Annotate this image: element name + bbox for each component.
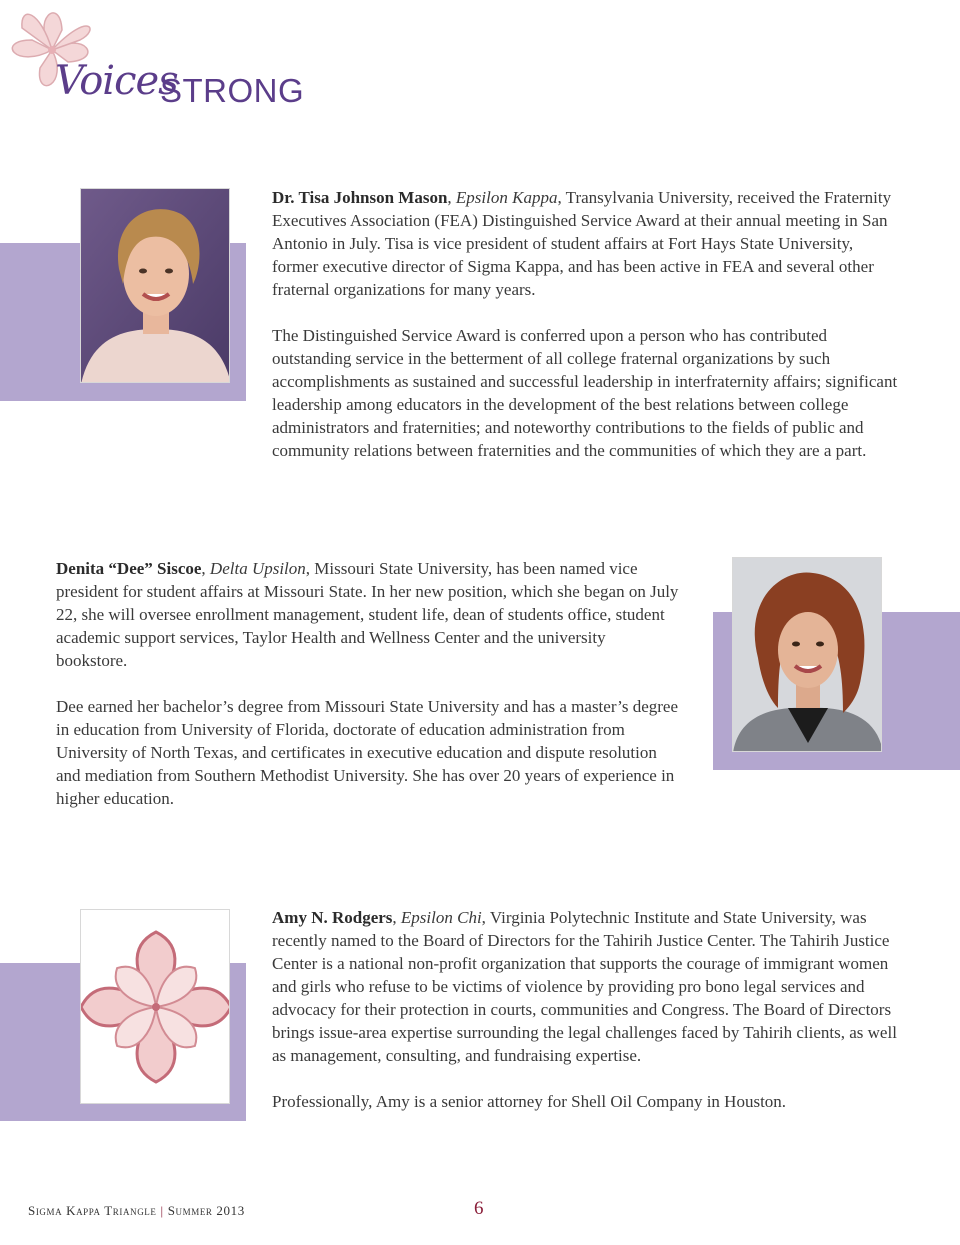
footer-separator: | — [160, 1203, 164, 1218]
article-rodgers-paragraph-1: Amy N. Rodgers, Epsilon Chi, Virginia Polytechnic Institute and State University, was recently named to the Board of Directors for the Tahirih Justice Center. The Tahirih Justice Center is a national non-profit organization that supports the courage of immigrant women and girls who refuse to be victims of violence by providing pro bono legal services and advocacy for their protection in courts, communities and Congress. The Board of Directors brings issue-area expertise surrounding the legal challenges faced by Tahirih clients, as well as management, consulting, and fundraising expertise. — [272, 908, 897, 1065]
chapter-name: Epsilon Chi — [400, 908, 482, 927]
footer-publication — [28, 1203, 245, 1219]
article-siscoe-paragraph-2: Dee earned her bachelor’s degree from Missouri State University and has a master’s degree in education from University of Florida, doctorate of education administration from University of North Texas, and certificates in executive education and dispute resolution and mediation from Southern Methodist University. She has over 20 years of experience in higher education. — [56, 697, 679, 808]
portrait-photo — [80, 188, 230, 383]
article-siscoe-paragraph-1: Denita “Dee” Siscoe, Delta Upsilon, Missouri State University, has been named vice president for student affairs at Missouri State. In her new position, which she began on July 22, she will oversee enrollment management, student life, dean of students office, student academic support services, Taylor Health and Wellness Center and the university bookstore. — [56, 559, 679, 670]
title-strong: STRONG — [160, 72, 305, 109]
article-mason-paragraph-2: The Distinguished Service Award is conferred upon a person who has contributed outstanding service in the betterment of all college fraternal organizations by such accomplishments as sustained and successful leadership in interfraternity affairs; significant leadership among educators in the development of the best relations between college administrators and fraternities; and noteworthy contributions to the fields of public and community relations between fraternities and the communities of which they are a part. — [272, 326, 898, 460]
flower-emblem-icon — [80, 909, 230, 1104]
article-mason-paragraph-1: Dr. Tisa Johnson Mason, Epsilon Kappa, Transylvania University, received the Fraternity Executives Association (FEA) Distinguished Service Award at their annual meeting in San Antonio in July. Tisa is vice president of student affairs at Fort Hays State University, former executive director of Sigma Kappa, and has been active in FEA and several other fraternal organizations for many years. — [272, 188, 892, 299]
title-script: Voices — [55, 58, 178, 104]
portrait-photo — [732, 557, 882, 752]
paragraph-text: , Missouri State University, has been named vice president for student affairs at Missouri State. In her new position, which she began on July 22, she will oversee enrollment management, student life, dean of students office, student academic support services, Taylor Health and Wellness Center and the university bookstore. — [56, 559, 679, 670]
article-siscoe — [56, 557, 681, 810]
page-number: 6 — [474, 1198, 484, 1219]
paragraph-text: , Virginia Polytechnic Institute and State University, was recently named to the Board of Directors for the Tahirih Justice Center. The Tahirih Justice Center is a national non-profit organization that supports the courage of immigrant women and girls who refuse to be victims of violence by providing pro bono legal services and advocacy for their protection in courts, communities and Congress. The Board of Directors brings issue-area expertise surrounding the legal challenges faced by Tahirih clients, as well as management, consulting, and fundraising expertise. — [272, 908, 897, 1065]
header — [0, 0, 330, 120]
article-rodgers — [272, 906, 902, 1113]
chapter-name: Delta Upsilon — [209, 559, 306, 578]
publication-name: Sigma Kappa Triangle — [28, 1203, 157, 1218]
chapter-name: Epsilon Kappa — [455, 188, 558, 207]
paragraph-text: , Transylvania University, received the Fraternity Executives Association (FEA) Distinguished Service Award at their annual meeting in San Antonio in July. Tisa is vice president of student affairs at Fort Hays State University, former executive director of Sigma Kappa, and has been active in FEA and several other fraternal organizations for many years. — [272, 188, 892, 299]
article-mason — [272, 186, 902, 462]
article-rodgers-paragraph-2: Professionally, Amy is a senior attorney for Shell Oil Company in Houston. — [272, 1092, 787, 1111]
person-name: Amy N. Rodgers — [272, 908, 393, 927]
person-name: Dr. Tisa Johnson Mason — [272, 188, 448, 207]
person-name: Denita “Dee” Siscoe — [56, 559, 202, 578]
issue-name: Summer 2013 — [167, 1203, 245, 1218]
